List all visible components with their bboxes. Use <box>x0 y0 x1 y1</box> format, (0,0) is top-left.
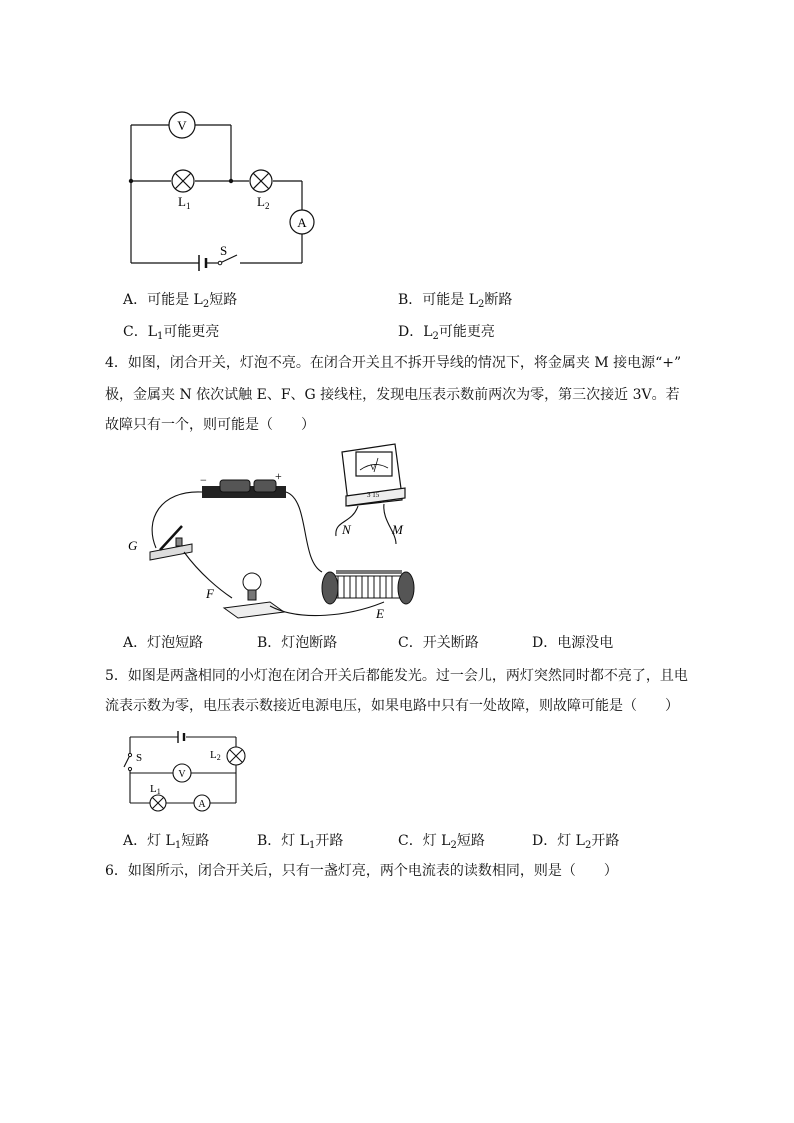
q4-option-d[interactable]: D．电源没电 <box>532 635 614 651</box>
q4-apparatus-diagram <box>120 440 440 625</box>
q3-ammeter-label: A <box>297 215 307 230</box>
q3-option-c[interactable]: C．$L_1$可能更亮 <box>123 324 220 342</box>
q4-label-g: G <box>128 538 138 553</box>
q5-l1-label: L1 <box>150 783 161 796</box>
q5-question-line2: 流表示数为零，电压表示数接近电源电压，如果电路中只有一处故障，则故障可能是（ ） <box>105 698 679 714</box>
q4-question-line2: 极，金属夹 N 依次试触 E、F、G 接线柱，发现电压表示数前两次为零，第三次接近 3V。若 <box>105 387 680 403</box>
q3-l1-label: $L_1$ <box>178 194 191 211</box>
q4-option-b[interactable]: B．灯泡断路 <box>257 635 338 651</box>
q5-ammeter-label: A <box>198 799 206 810</box>
q5-option-d[interactable]: D．灯 $L_2$开路 <box>532 833 620 851</box>
q4-battery-plus: + <box>275 469 282 483</box>
q4-question-line1: 4．如图，闭合开关，灯泡不亮。在闭合开关且不拆开导线的情况下，将金属夹 M 接电源“+” <box>105 355 682 371</box>
q5-option-a[interactable]: A．灯 $L_1$短路 <box>123 833 210 851</box>
q5-option-c[interactable]: C．灯 $L_2$短路 <box>398 833 485 851</box>
q4-label-e: E <box>376 606 384 621</box>
q5-option-b[interactable]: B．灯 $L_1$开路 <box>257 833 344 851</box>
q4-option-c[interactable]: C．开关断路 <box>398 635 479 651</box>
q3-l2-label: $L_2$ <box>257 194 270 211</box>
q4-meter-scale: 3 15 <box>367 491 380 499</box>
q3-voltmeter-label: V <box>177 118 187 133</box>
q4-label-n: N <box>342 522 351 537</box>
q3-option-d[interactable]: D．$L_2$可能更亮 <box>398 324 495 342</box>
q3-circuit-diagram <box>115 105 315 275</box>
q3-option-a[interactable]: A．可能是 $L_2$短路 <box>123 292 238 310</box>
q5-voltmeter-label: V <box>178 769 186 780</box>
q5-circuit-diagram <box>118 727 253 812</box>
q3-option-b[interactable]: B．可能是 $L_2$断路 <box>398 292 513 310</box>
q4-option-a[interactable]: A．灯泡短路 <box>123 635 204 651</box>
q4-question-line3: 故障只有一个，则可能是（ ） <box>105 417 315 433</box>
q4-battery-minus: − <box>200 473 207 487</box>
q5-switch-label: S <box>136 752 143 764</box>
q4-label-m: M <box>392 522 403 537</box>
q4-label-f: F <box>206 586 214 601</box>
q3-switch-label: S <box>220 243 228 258</box>
q6-question-line1: 6．如图所示，闭合开关后，只有一盏灯亮，两个电流表的读数相同，则是（ ） <box>105 863 618 879</box>
q4-meter-v: V <box>370 463 376 472</box>
q5-l2-label: L2 <box>210 749 221 762</box>
q5-question-line1: 5．如图是两盏相同的小灯泡在闭合开关后都能发光。过一会儿，两灯突然同时都不亮了，且电 <box>105 668 688 684</box>
